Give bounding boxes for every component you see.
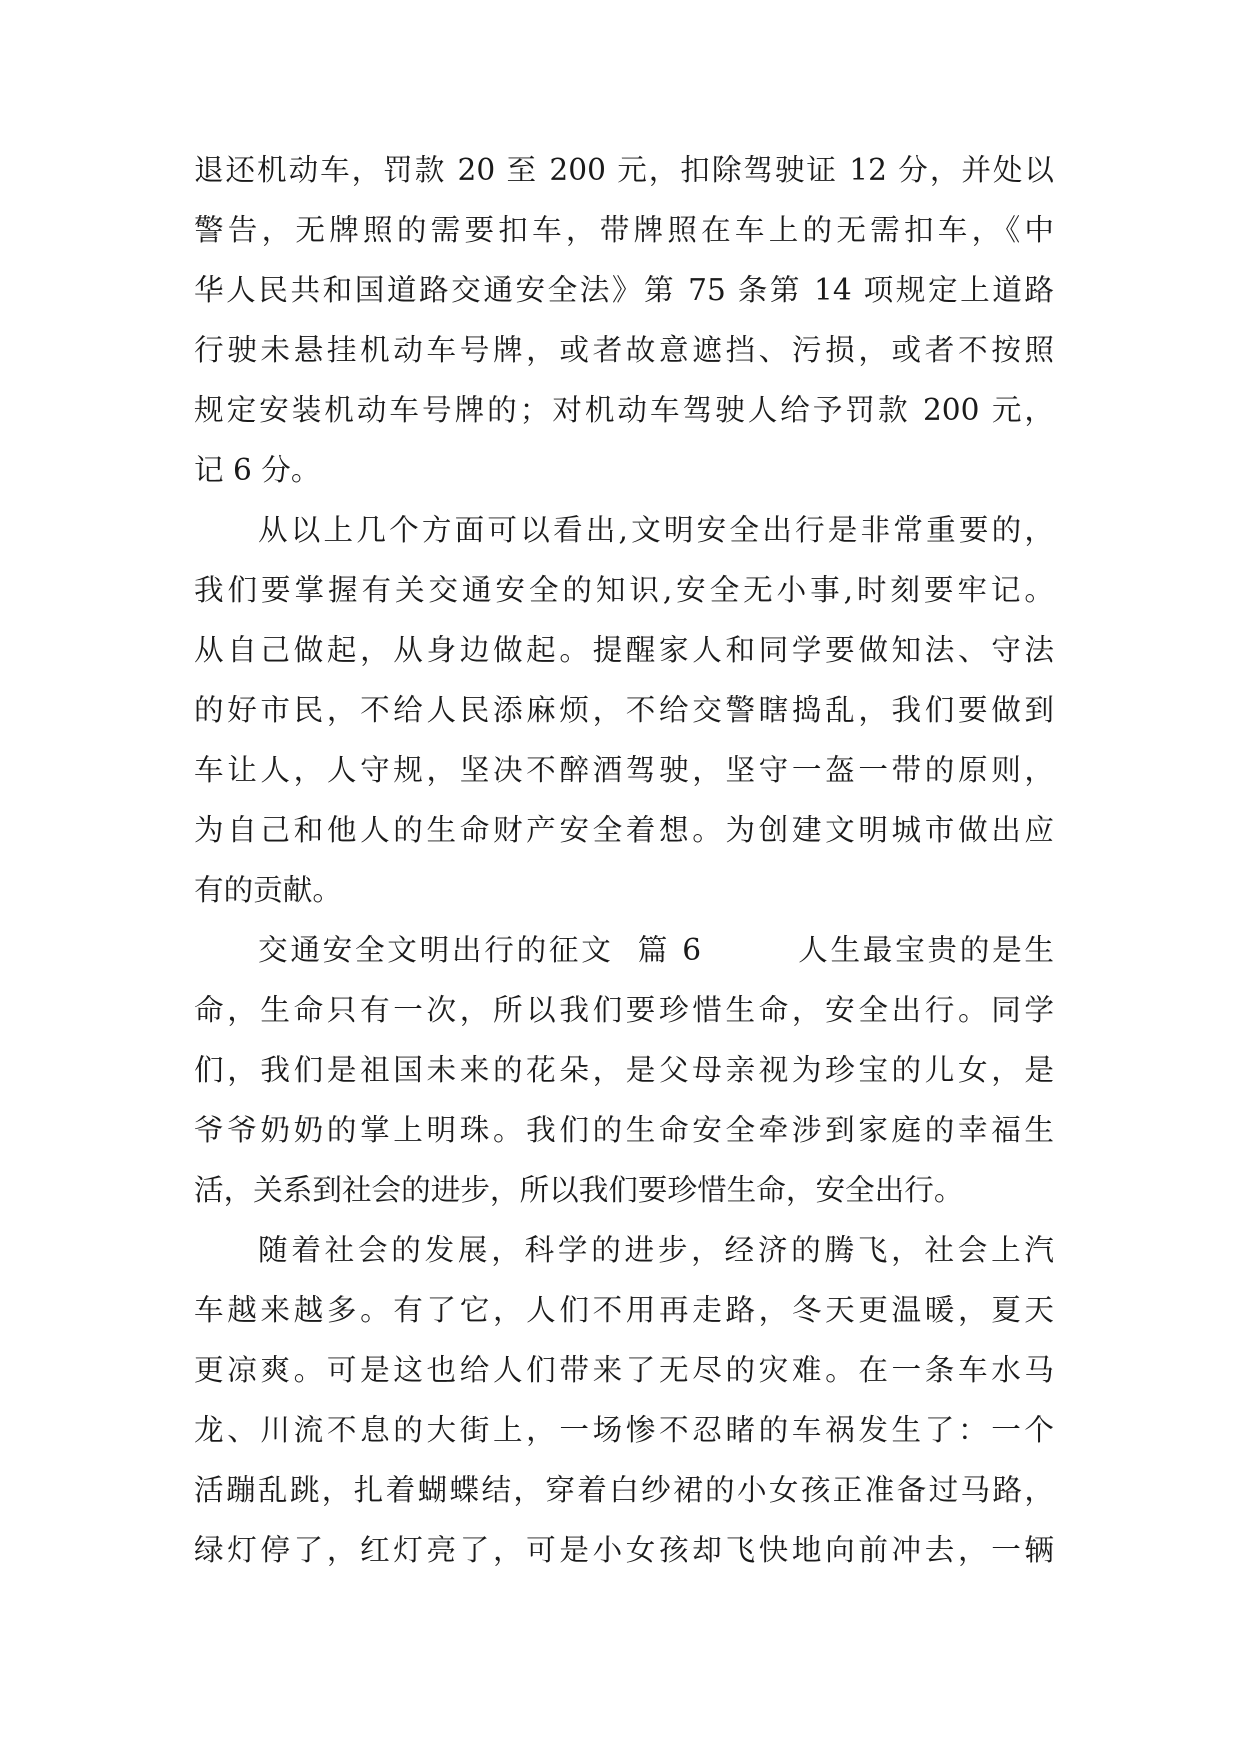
paragraph-first-line: 从以上几个方面可以看出,文明安全出行是非常重要的， (258, 513, 1054, 547)
text-line: 命，生命只有一次，所以我们要珍惜生命，安全出行。同学 (194, 993, 1054, 1027)
text-line: 车让人，人守规，坚决不醉酒驾驶，坚守一盔一带的原则， (194, 753, 1054, 787)
text-line: 活，关系到社会的进步，所以我们要珍惜生命，安全出行。 (194, 1173, 964, 1207)
text-line: 华人民共和国道路交通安全法》第 75 条第 14 项规定上道路 (194, 273, 1054, 307)
paragraph-first-line: 随着社会的发展，科学的进步，经济的腾飞，社会上汽 (258, 1233, 1054, 1267)
text-line: 记 6 分。 (194, 453, 321, 487)
section-heading-line: 交通安全文明出行的征文 篇 6 人生最宝贵的是生 (258, 933, 1054, 967)
text-line: 我们要掌握有关交通安全的知识,安全无小事,时刻要牢记。 (194, 573, 1054, 607)
text-line: 行驶未悬挂机动车号牌，或者故意遮挡、污损，或者不按照 (194, 333, 1054, 367)
text-line: 车越来越多。有了它，人们不用再走路，冬天更温暖，夏天 (194, 1293, 1054, 1327)
text-line: 龙、川流不息的大街上，一场惨不忍睹的车祸发生了：一个 (194, 1413, 1054, 1447)
text-line: 们，我们是祖国未来的花朵，是父母亲视为珍宝的儿女，是 (194, 1053, 1054, 1087)
text-line: 的好市民，不给人民添麻烦，不给交警瞎捣乱，我们要做到 (194, 693, 1054, 727)
text-line: 更凉爽。可是这也给人们带来了无尽的灾难。在一条车水马 (194, 1353, 1054, 1387)
text-line: 有的贡献。 (194, 873, 342, 907)
text-line: 从自己做起，从身边做起。提醒家人和同学要做知法、守法 (194, 633, 1054, 667)
text-line: 警告，无牌照的需要扣车，带牌照在车上的无需扣车，《中 (194, 213, 1054, 247)
text-line: 绿灯停了，红灯亮了，可是小女孩却飞快地向前冲去，一辆 (194, 1533, 1054, 1567)
text-line: 为自己和他人的生命财产安全着想。为创建文明城市做出应 (194, 813, 1054, 847)
text-line: 活蹦乱跳，扎着蝴蝶结，穿着白纱裙的小女孩正准备过马路， (194, 1473, 1054, 1507)
text-line: 规定安装机动车号牌的；对机动车驾驶人给予罚款 200 元， (194, 393, 1054, 427)
text-line: 爷爷奶奶的掌上明珠。我们的生命安全牵涉到家庭的幸福生 (194, 1113, 1054, 1147)
text-line: 退还机动车，罚款 20 至 200 元，扣除驾驶证 12 分，并处以 (194, 153, 1054, 187)
